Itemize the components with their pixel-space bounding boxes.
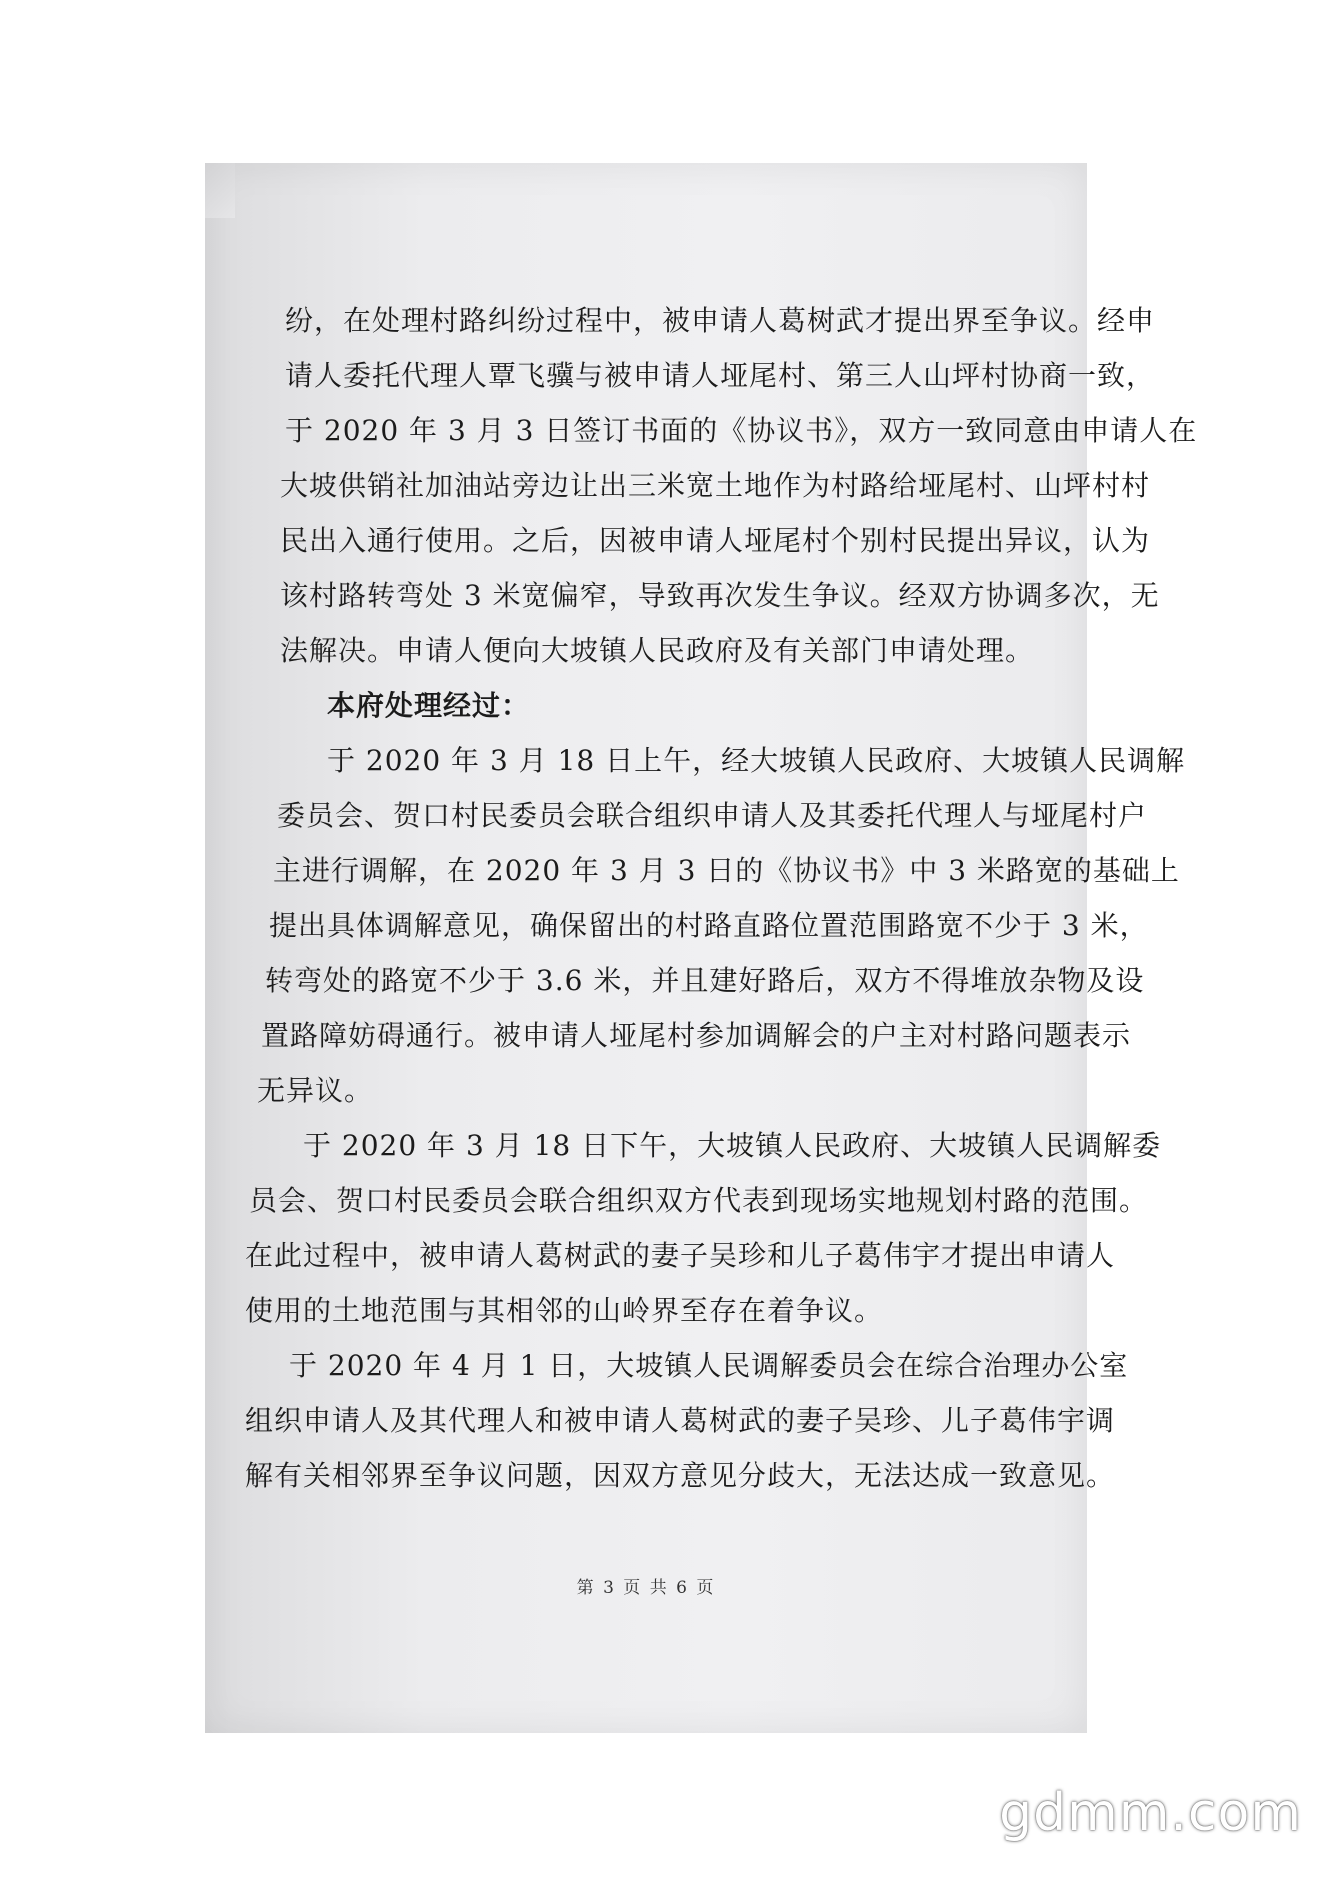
text-line: 解有关相邻界至争议问题，因双方意见分歧大，无法达成一致意见。: [245, 1459, 1116, 1492]
section-heading: 本府处理经过：: [327, 689, 531, 722]
text-line: 于 2020 年 3 月 18 日下午，大坡镇人民政府、大坡镇人民调解委: [303, 1129, 1162, 1162]
text-line: 民出入通行使用。之后，因被申请人垭尾村个别村民提出异议，认为: [280, 524, 1151, 557]
text-line: 请人委托代理人覃飞骥与被申请人垭尾村、第三人山坪村协商一致，: [285, 359, 1156, 392]
text-line: 转弯处的路宽不少于 3.6 米，并且建好路后，双方不得堆放杂物及设: [265, 964, 1145, 997]
paper-crease: [205, 163, 235, 218]
text-line: 纷，在处理村路纠纷过程中，被申请人葛树武才提出界至争议。经申: [285, 304, 1156, 337]
document-body: [245, 293, 1198, 1503]
text-line: 使用的土地范围与其相邻的山岭界至存在着争议。: [245, 1294, 884, 1327]
document-photo: [205, 163, 1198, 1733]
text-line: 于 2020 年 3 月 18 日上午，经大坡镇人民政府、大坡镇人民调解: [327, 744, 1186, 777]
text-line: 于 2020 年 4 月 1 日，大坡镇人民调解委员会在综合治理办公室: [289, 1349, 1129, 1382]
text-line: 主进行调解，在 2020 年 3 月 3 日的《协议书》中 3 米路宽的基础上: [273, 854, 1180, 887]
text-line: 委员会、贺口村民委员会联合组织申请人及其委托代理人与垭尾村户: [277, 799, 1148, 832]
page-footer: 第 3 页 共 6 页: [576, 1578, 716, 1598]
text-line: 大坡供销社加油站旁边让出三米宽土地作为村路给垭尾村、山坪村村: [280, 469, 1151, 502]
text-line: 该村路转弯处 3 米宽偏窄，导致再次发生争议。经双方协调多次，无: [280, 579, 1160, 612]
text-line: 无异议。: [257, 1074, 374, 1107]
text-line: 在此过程中，被申请人葛树武的妻子吴珍和儿子葛伟宇才提出申请人: [245, 1239, 1116, 1272]
site-watermark: gdmm.com: [999, 1783, 1302, 1843]
text-line: 于 2020 年 3 月 3 日签订书面的《协议书》，双方一致同意由申请人在: [285, 414, 1198, 447]
text-line: 组织申请人及其代理人和被申请人葛树武的妻子吴珍、儿子葛伟宇调: [245, 1404, 1116, 1437]
text-line: 置路障妨碍通行。被申请人垭尾村参加调解会的户主对村路问题表示: [261, 1019, 1132, 1052]
text-line: 提出具体调解意见，确保留出的村路直路位置范围路宽不少于 3 米，: [269, 909, 1149, 942]
text-line: 员会、贺口村民委员会联合组织双方代表到现场实地规划村路的范围。: [249, 1184, 1149, 1217]
text-line: 法解决。申请人便向大坡镇人民政府及有关部门申请处理。: [280, 634, 1035, 667]
